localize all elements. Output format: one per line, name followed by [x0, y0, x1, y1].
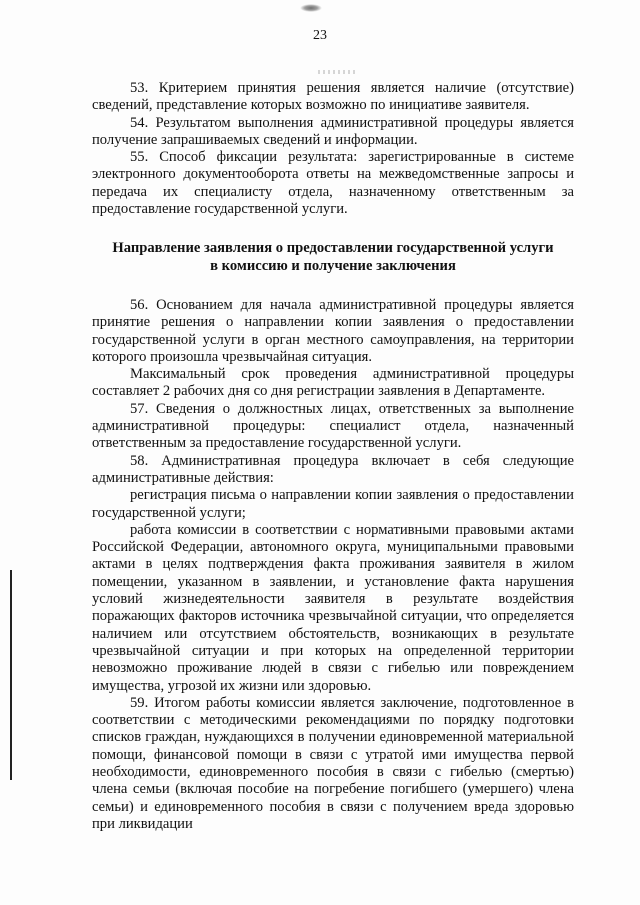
- scan-artifact: [300, 4, 322, 12]
- paragraph-53: 53. Критерием принятия решения является наличие (отсутствие) сведений, представление которых возможно по инициативе заявителя.: [92, 80, 574, 114]
- scan-edge-line: [10, 570, 12, 780]
- paragraph-max-term: Максимальный срок проведения административной процедуры составляет 2 рабочих дня со дня регистрации заявления в Департаменте.: [92, 366, 574, 400]
- paragraph-54: 54. Результатом выполнения административной процедуры является получение запрашиваемых сведений и информации.: [92, 114, 574, 148]
- paragraph-action-registration: регистрация письма о направлении копии заявления о предоставлении государственной услуги;: [92, 487, 574, 521]
- section-heading-line-2: в комиссию и получение заключения: [210, 257, 456, 274]
- section-heading: [92, 240, 574, 275]
- section-heading-line-1: Направление заявления о предоставлении государственной услуги: [112, 240, 554, 257]
- paragraph-58: 58. Административная процедура включает в себя следующие административные действия:: [92, 452, 574, 486]
- document-body: [92, 80, 574, 833]
- scan-artifact: [318, 70, 358, 74]
- paragraph-57: 57. Сведения о должностных лицах, ответственных за выполнение административной процедуры: специалист отдела, назначенный ответственным за предоставление государственной услуги.: [92, 400, 574, 452]
- page-number: 23: [313, 28, 327, 43]
- paragraph-59: 59. Итогом работы комиссии является заключение, подготовленное в соответствии с методическими рекомендациями по порядку подготовки списков граждан, нуждающихся в получении единовременной материальной помощи, финансовой помощи в связи с утратой ими имущества первой необходимости, единовременного пособия в связи с гибелью (смертью) члена семьи (включая пособие на погребение погибшего (умершего) члена семьи) и единовременного пособия в связи с получением вреда здоровью при ликвидации: [92, 694, 574, 832]
- paragraph-55: 55. Способ фиксации результата: зарегистрированные в системе электронного документооборота ответы на межведомственные запросы и передача их специалисту отдела, назначенному ответственным за предоставление государственной услуги.: [92, 149, 574, 218]
- paragraph-action-commission: работа комиссии в соответствии с нормативными правовыми актами Российской Федерации, автономного округа, муниципальными правовыми актами в целях подтверждения факта проживания заявителя в жилом помещении, указанном в заявлении, и установление факта нарушения условий жизнедеятельности заявителя в результате воздействия поражающих факторов источника чрезвычайной ситуации, что определяется наличием или отсутствием обстоятельств, возникающих в результате чрезвычайной ситуации и при которых на определенной территории невозможно проживание людей в связи с гибелью или повреждением имущества, угрозой их жизни или здоровью.: [92, 521, 574, 694]
- paragraph-56: 56. Основанием для начала административной процедуры является принятие решения о направлении копии заявления о предоставлении государственной услуги в орган местного самоуправления, на территории которого произошла чрезвычайная ситуация.: [92, 296, 574, 365]
